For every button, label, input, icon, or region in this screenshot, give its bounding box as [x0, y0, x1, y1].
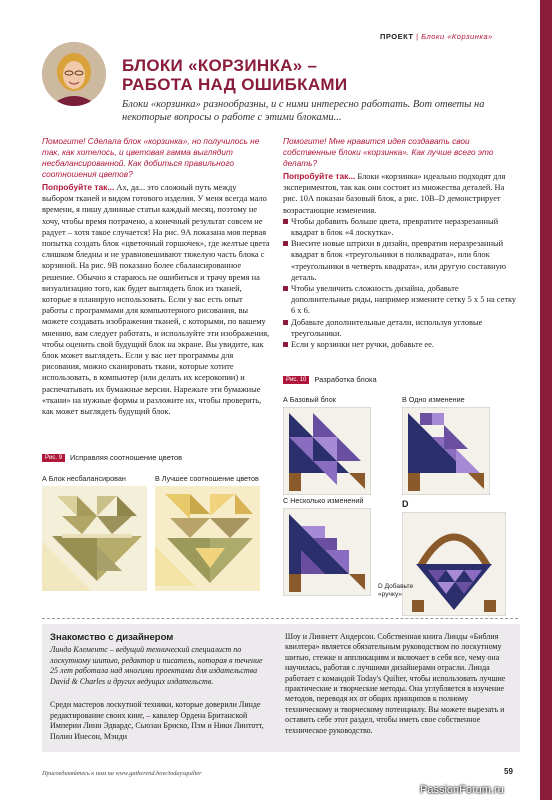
left-body: Ах, да... это сложный путь между выбором тканей и видом готового изделия. У меня всегда мало времени, я пишу длинные статьи каждый месяц, поэтому не хочу, чтобы время потрачено, а конечный результат совсем не радует – хотя такое случается! На рис. 9А показана моя первая попытка создать блок «цветочный горшочек», где желтые цвета слишком бледны и не уравновешивают тяжелую часть блока с корзиной. На рис. 9В показано более сбалансированное решение. Обычно я стараюсь не ошибиться и трачу время на визуализацию того, как будет выглядеть блок из тканей, которые я планирую использовать. Если у вас есть опыт работы с программами для компьютерного рисования, вы можете создавать изображения тканей, с которыми, по вашему мнению, вам следует работать, и используйте эти изображения, чтобы оценить свой будущий блок на экране. Вы увидите, как блок может выглядеть. Если у вас нет программы для рисования, можно сканировать ткани, которые хотите использовать, в компьютер (или делать их ксерокопии) и распечатывать их бумажные версии. Нарежьте эти бумажные «ткани» на нужные формы и разложите их, чтобы проверить, как может выглядеть будущий блок.	[42, 183, 270, 417]
fig10-label-d: D Добавьте «ручку»	[378, 583, 414, 598]
fig9-block-a	[42, 486, 147, 591]
fig10-block-c	[283, 508, 371, 596]
left-question: Помогите! Сделала блок «корзинка», но получилось не так, как хотелось, и цветовая гамма выглядит несбалансированной. Как добиться правильного соотношения цветов?	[42, 136, 260, 179]
right-try-label: Попробуйте так...	[283, 171, 356, 181]
section-title: Блоки «Корзинка»	[421, 32, 493, 41]
fig9-label-a: А Блок несбалансирован	[42, 474, 126, 483]
fig10-tag: Рис. 10	[283, 376, 309, 384]
fig9-label-b: В Лучшее соотношение цветов	[155, 474, 259, 483]
designer-p2: Среди мастеров лоскутной техники, которые доверили Линде редактирование своих книг, – кавалер Ордена Британской Империи Линн Эдвардс, Сьюзан Бриско, Пэм и Ники Линтотт, Полин Инесон, Мэнди	[50, 700, 264, 741]
bullet-item: Если у корзинки нет ручки, добавьте ее.	[283, 339, 518, 350]
fig10-block-b	[402, 407, 490, 495]
right-body: Блоки «корзинка» идеально подходят для экспериментов, так как они состоят из множества деталей. На рис. 10А показан базовый блок, а рис. 10В–D демонстрирует возрастающие изменения.	[283, 172, 506, 215]
left-try-label: Попробуйте так...	[42, 182, 115, 192]
fig10-label-d-letter: D	[402, 499, 409, 509]
fig10-block-d	[402, 512, 506, 616]
page-edge-bar	[540, 0, 552, 800]
fig10-block-a	[283, 407, 371, 495]
lead-text: Блоки «корзинка» разнообразны, и с ними интересно работать. Вот ответы на некоторые вопросы о работе с этими блоками...	[122, 99, 485, 123]
section-label: ПРОЕКТ	[380, 32, 414, 41]
fig10-caption-text: Разработка блока	[314, 375, 377, 384]
fig10-label-b: В Одно изменение	[402, 395, 465, 404]
title-line-2: РАБОТА НАД ОШИБКАМИ	[122, 75, 348, 94]
designer-title: Знакомство с дизайнером	[50, 632, 174, 643]
bullet-item: Чтобы добавить больше цвета, превратите неразрезанный квадрат в блок «4 лоскутка».	[283, 216, 518, 238]
watermark: PassionForum.ru	[420, 784, 504, 796]
fig10-label-a: А Базовый блок	[283, 395, 336, 404]
fig9-caption	[42, 453, 182, 462]
author-photo	[42, 42, 106, 106]
running-header: ПРОЕКТ | Блоки «Корзинка»	[380, 32, 493, 41]
left-column	[42, 136, 270, 450]
bullet-item: Добавьте дополнительные детали, используя угловые треугольники.	[283, 317, 518, 339]
fig9-caption-text: Исправляя соотношение цветов	[70, 453, 183, 462]
fig9-tag: Рис. 9	[42, 454, 65, 462]
bullet-item: Внесите новые штрихи в дизайн, превратив неразрезанный квадрат в блок «треугольники в полквадрата», или блок «треугольники в четверть квадрата», или другую составную деталь.	[283, 238, 518, 283]
right-column	[283, 136, 518, 368]
bullet-item: Чтобы увеличить сложность дизайна, добавьте дополнительные ряды, например измените сетку 5 х 5 на сетку 6 х 6.	[283, 283, 518, 317]
right-question: Помогите! Мне нравится идея создавать свои собственные блоки «корзинка». Как лучше всего это делать?	[283, 136, 494, 168]
page-number: 59	[504, 767, 513, 776]
fig9-block-b	[155, 486, 260, 591]
designer-intro: Линда Клементс – ведущий технический специалист по лоскутному шитью, редактор и писатель, которая в течение 25 лет работала над многими проектами для издательства David & Charles и других ведущих издательств.	[50, 645, 263, 686]
title-line-1: БЛОКИ «КОРЗИНКА» –	[122, 56, 318, 75]
fig10-caption	[283, 375, 377, 384]
section-divider	[42, 618, 518, 619]
designer-p3: Шоу и Линнетт Андерсон. Собственная книга Линды «Библия квилтера» является обязательным руководством по лоскутному шитью, стежке и аппликациям и включает в себя все, чему она научилась, работая с лучшими дизайнерами отрасли. Линда работает с командой Today's Quilter, чтобы использовать лучшие практические и творческие методы. Она углубляется в изучение методов, переводя их от общих принципов к полному техническому и творческому потенциалу. Вы можете вырезать и оставить себе этот раздел, чтобы иметь свое собственное техническое руководство.	[285, 632, 506, 735]
article-title	[122, 56, 522, 94]
footer-text: Присоединяйтесь к нам на www.gatherend.how/todaysquilter	[42, 770, 202, 777]
fig10-label-c: С Несколько изменений	[283, 496, 364, 505]
